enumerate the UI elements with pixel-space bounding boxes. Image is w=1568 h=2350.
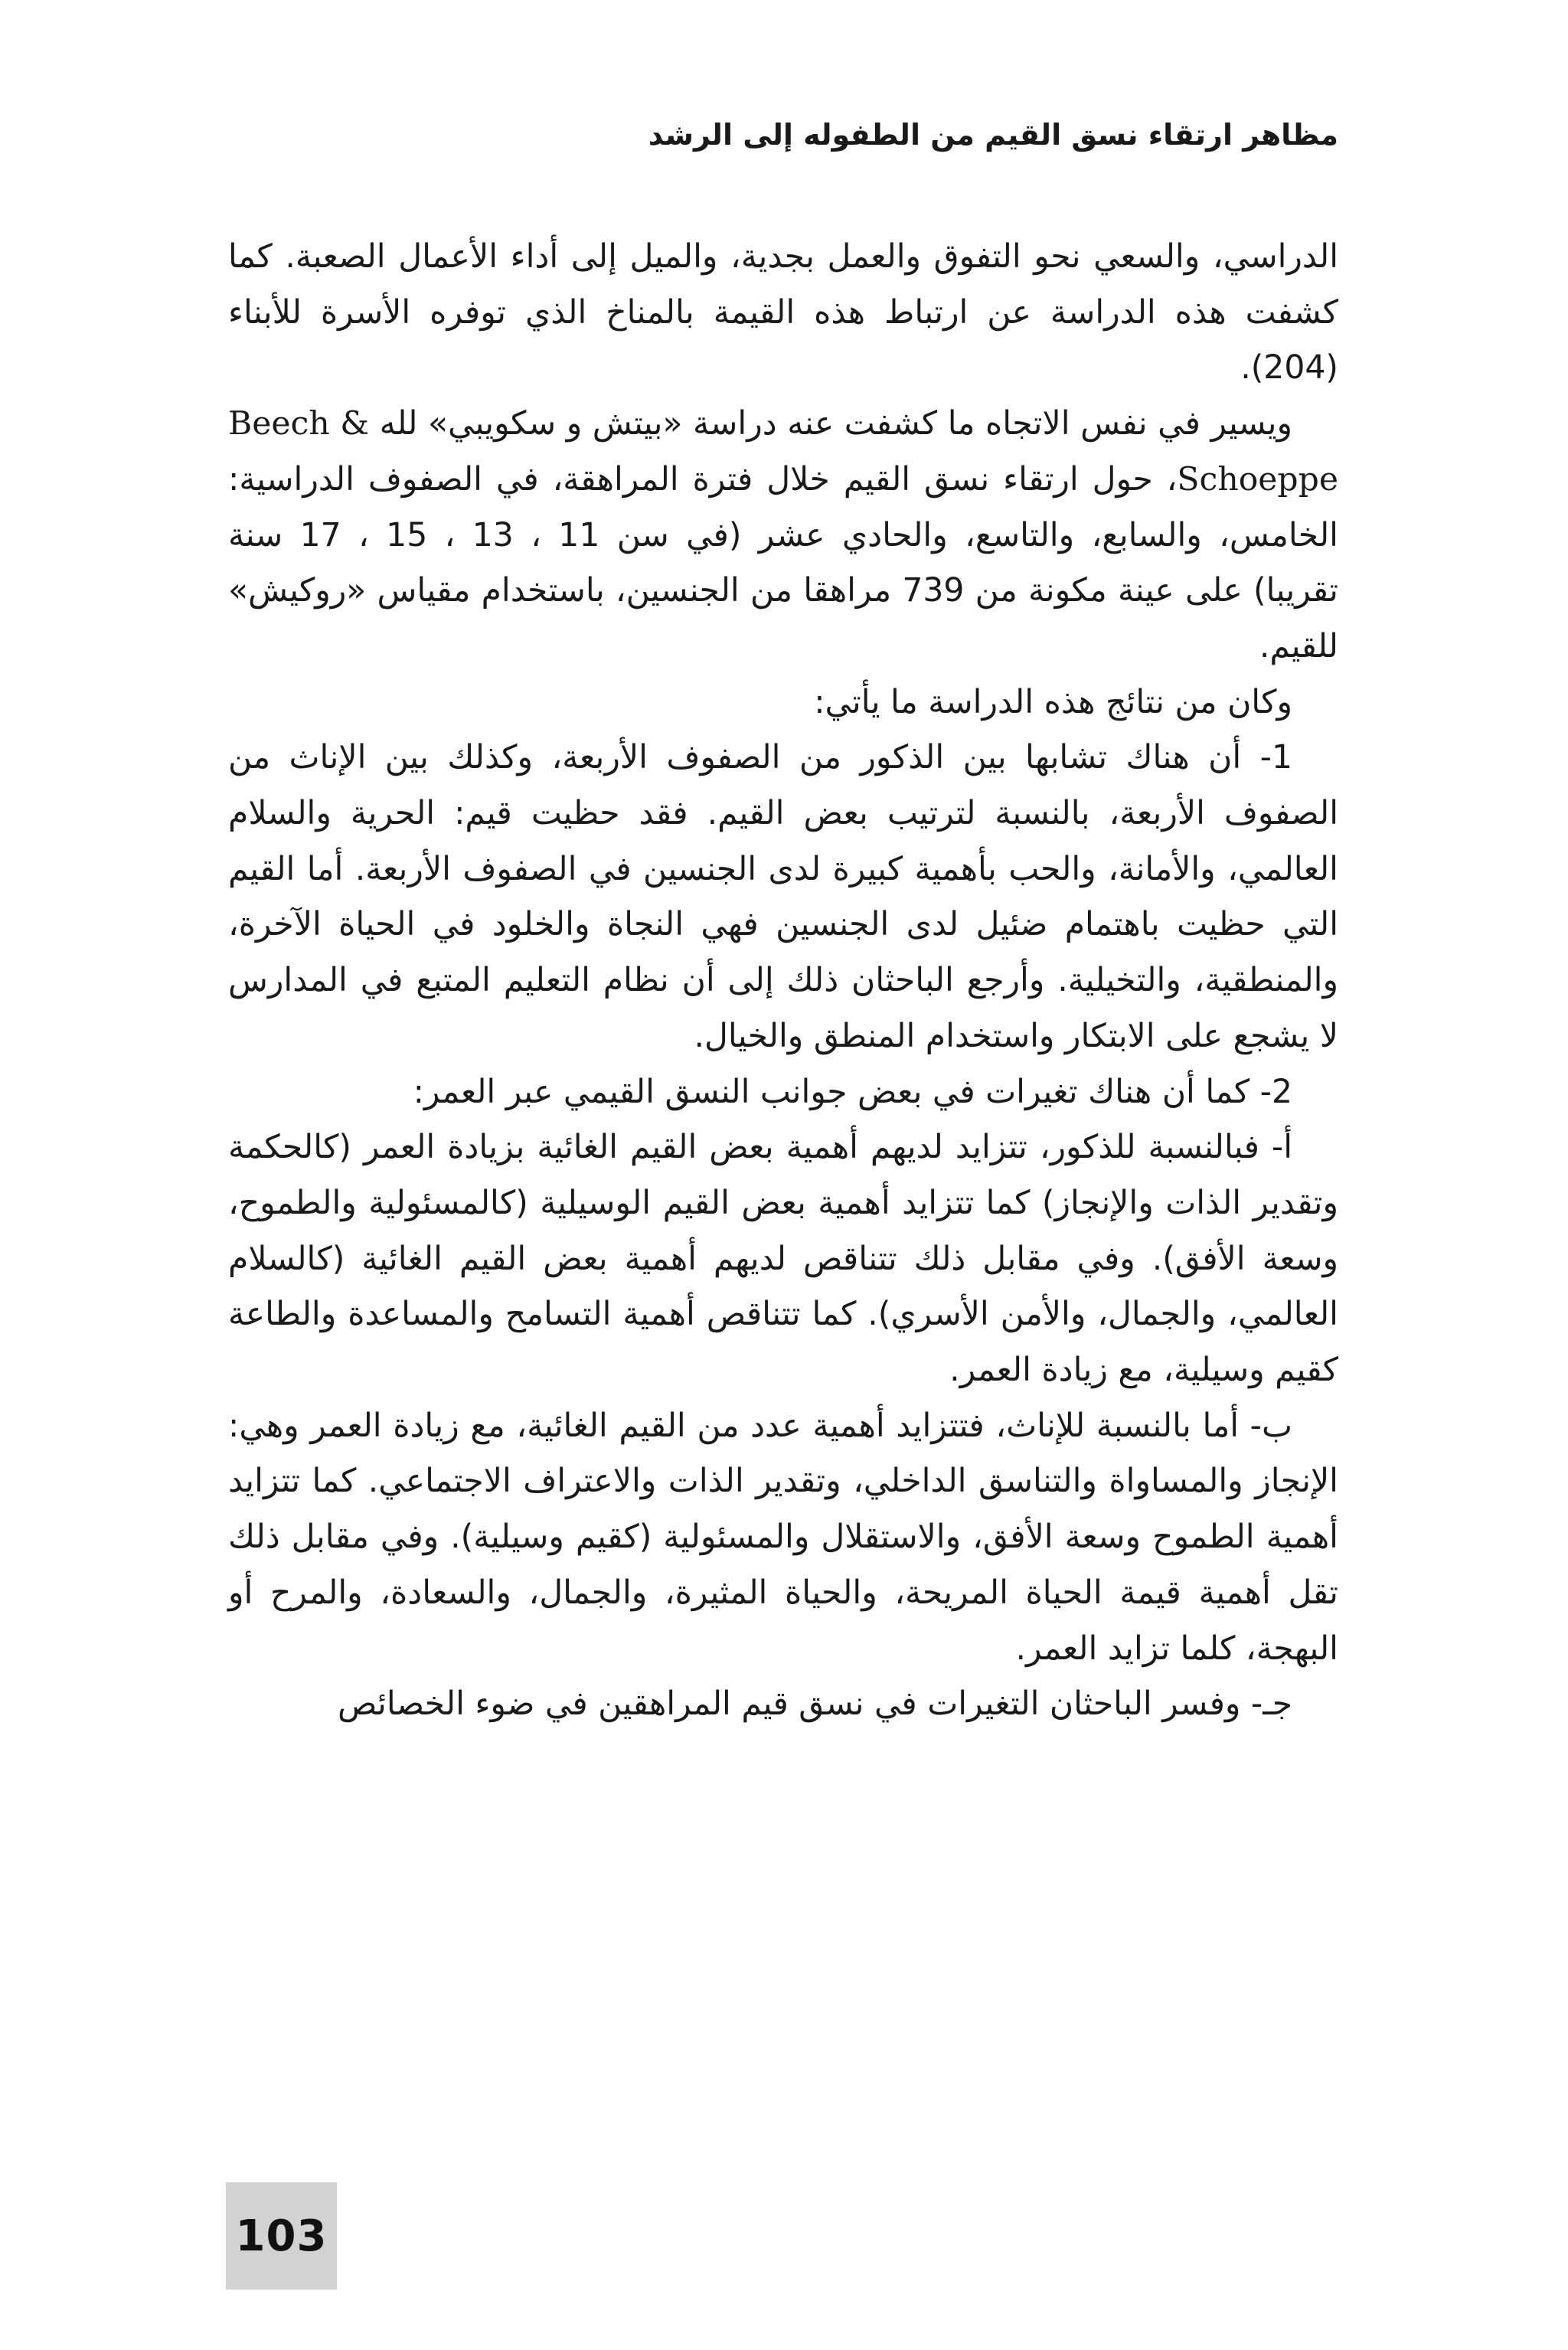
list-item: 2- كما أن هناك تغيرات في بعض جوانب النسق القيمي عبر العمر: <box>413 1073 1292 1111</box>
running-header: مظاهر ارتقاء نسق القيم من الطفوله إلى الرشد <box>648 118 1338 152</box>
list-item: 1- أن هناك تشابها بين الذكور من الصفوف الأربعة، وكذلك بين الإناث من الصفوف الأربعة، بالنسبة لترتيب بعض القيم. فقد حظيت قيم: الحرية والسلام العالمي، والأمانة، والحب بأهمية كبيرة لدى الجنسين في الصفوف الأربعة. أما القيم التي حظيت باهتمام ضئيل لدى الجنسين فهي النجاة والخلود في الحياة الآخرة، والمنطقية، والتخيلية. وأرجع الباحثان ذلك إلى أن نظام التعليم المتبع في المدارس لا يشجع على الابتكار واستخدام المنطق والخيال. <box>228 739 1338 1055</box>
paragraph: وكان من نتائج هذه الدراسة ما يأتي: <box>814 683 1292 721</box>
page-body <box>228 230 1338 1733</box>
paragraph: الدراسي، والسعي نحو التفوق والعمل بجدية، والميل إلى أداء الأعمال الصعبة. كما كشفت هذه الدراسة عن ارتباط هذه القيمة بالمناخ الذي توفره الأسرة للأبناء (204). <box>228 238 1338 387</box>
paragraph-text: ، حول ارتقاء نسق القيم خلال فترة المراهقة، في الصفوف الدراسية: الخامس، والسابع، والتاسع، والحادي عشر (في سن 11 ، 13 ، 15 ، 17 سنة تقريبا) على عينة مكونة من 739 مراهقا من الجنسين، باستخدام مقياس «روكيش» للقيم. <box>228 460 1338 665</box>
list-subitem: أ- فبالنسبة للذكور، تتزايد لديهم أهمية بعض القيم الغائية بزيادة العمر (كالحكمة وتقدير الذات والإنجاز) كما تتزايد أهمية بعض القيم الوسيلية (كالمسئولية والطموح، وسعة الأفق). وفي مقابل ذلك تتناقص لديهم أهمية بعض القيم الغائية (كالسلام العالمي، والجمال، والأمن الأسري). كما تتناقص أهمية التسامح والمساعدة والطاعة كقيم وسيلية، مع زيادة العمر. <box>228 1129 1338 1390</box>
page-number: 103 <box>235 2211 328 2261</box>
list-subitem: جـ- وفسر الباحثان التغيرات في نسق قيم المراهقين في ضوء الخصائص <box>337 1685 1292 1724</box>
latin-author-names: Beech & Schoeppe <box>228 405 1338 498</box>
paragraph-text: ويسير في نفس الاتجاه ما كشفت عنه دراسة «بيتش و سكويبي» لله <box>379 405 1292 443</box>
page-number-box <box>226 2182 337 2290</box>
paragraph-citation <box>228 397 1338 675</box>
list-subitem: ب- أما بالنسبة للإناث، فتتزايد أهمية عدد من القيم الغائية، مع زيادة العمر وهي: الإنجاز والمساواة والتناسق الداخلي، وتقدير الذات والاعتراف الاجتماعي. كما تتزايد أهمية الطموح وسعة الأفق، والاستقلال والمسئولية (كقيم وسيلية). وفي مقابل ذلك تقل أهمية قيمة الحياة المريحة، والحياة المثيرة، والجمال، والسعادة، والمرح أو البهجة، كلما تزايد العمر. <box>228 1407 1338 1668</box>
